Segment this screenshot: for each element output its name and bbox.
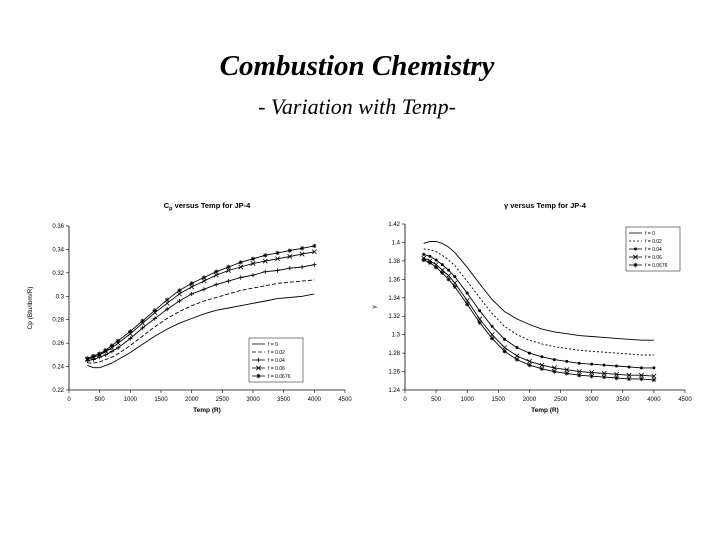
x-tick-label: 1500 [491,397,506,403]
data-point [652,378,656,382]
data-point [251,273,255,277]
legend-marker [634,248,637,251]
x-tick-label: 3500 [276,397,291,403]
x-tick-label: 1000 [123,397,138,403]
x-tick-label: 4500 [678,397,692,403]
x-tick-label: 1500 [154,397,168,403]
x-tick-label: 4000 [307,397,322,403]
slide-subtitle: - Variation with Temp- [258,94,456,119]
y-tick-label: 1.38 [388,258,400,265]
legend-label: f = 0.0676 [645,263,668,269]
data-point [614,376,618,380]
data-point [91,354,95,358]
data-point [446,277,450,281]
y-tick-label: 0.28 [52,317,64,324]
x-tick-label: 4500 [338,397,352,403]
data-point [602,375,606,379]
data-point [177,288,181,292]
data-point [540,355,543,358]
legend-label: f = 0 [268,342,278,348]
data-point [214,282,218,286]
y-axis-label: Cp (Btu/lbm/R) [27,286,34,330]
y-tick-label: 0.3 [55,294,64,301]
series-line [424,254,654,368]
y-tick-label: 1.24 [388,388,400,394]
gamma-chart [362,188,712,428]
data-point [440,271,444,275]
x-axis-label: Temp (R) [531,407,559,414]
y-tick-label: 1.26 [388,369,400,376]
data-point [589,374,593,378]
data-point [116,339,120,343]
data-point [165,298,169,302]
data-point [540,367,544,371]
y-tick-label: 1.3 [391,332,400,339]
data-point [239,260,243,264]
slide-title: Combustion Chemistry [219,50,495,82]
data-point [214,269,218,273]
data-point [288,248,292,252]
data-point [97,351,101,355]
x-tick-label: 4000 [647,397,661,403]
data-point [502,349,506,353]
x-tick-label: 1000 [460,397,474,403]
data-point [515,357,519,361]
data-point [627,377,631,381]
data-point [628,365,631,368]
y-tick-label: 0.36 [52,224,64,230]
series-4 [421,256,656,378]
y-tick-label: 1.42 [388,222,400,228]
data-point [421,258,425,262]
legend-marker [633,263,637,267]
chart-title: $C_p$ versus Temp for JP-4 [163,201,251,212]
y-tick-label: 1.32 [388,314,400,321]
data-point [639,377,643,381]
legend-label: f = 0.06 [268,366,285,372]
data-point [226,265,230,269]
y-tick-label: 0.34 [52,247,64,254]
legend-label: f = 0 [645,231,655,237]
data-point [478,309,481,312]
data-point [202,275,206,279]
data-point [300,265,304,269]
data-point [153,308,157,312]
data-point [453,275,456,278]
data-point [251,257,255,261]
data-point [491,325,494,328]
data-point [85,356,89,360]
chart-title: γ versus Temp for JP-4 [504,201,586,210]
data-point [447,269,450,272]
data-point [603,364,606,367]
data-point [528,352,531,355]
data-point [435,258,438,261]
data-point [189,292,193,296]
data-point [110,343,114,347]
series-5 [421,258,656,382]
data-point [312,244,316,248]
legend-label: f = 0.0676 [268,374,291,380]
x-tick-label: 0 [67,397,71,403]
data-point [428,261,432,265]
data-point [422,253,425,256]
x-tick-label: 500 [431,397,442,403]
x-axis-label: Temp (R) [193,407,221,414]
y-tick-label: 0.26 [52,341,64,348]
data-point [552,369,556,373]
data-point [490,336,494,340]
data-point [226,279,230,283]
legend [626,227,680,271]
data-point [300,246,304,250]
data-point [615,365,618,368]
data-point [465,302,469,306]
data-point [590,363,593,366]
x-tick-label: 3000 [246,397,260,403]
legend-label: f = 0.06 [645,255,662,261]
x-tick-label: 3500 [616,397,630,403]
data-point [441,263,444,266]
x-tick-label: 2000 [522,397,537,403]
data-point [263,253,267,257]
data-point [128,329,132,333]
data-point [239,275,243,279]
legend-label: f = 0.02 [268,350,285,356]
series-line [424,249,654,355]
data-point [477,320,481,324]
data-point [565,360,568,363]
legend-label: f = 0.02 [645,239,662,245]
x-tick-label: 2500 [553,397,568,403]
y-tick-label: 1.28 [388,351,400,358]
data-point [516,346,519,349]
data-point [577,373,581,377]
y-tick-label: 1.4 [391,240,400,247]
y-axis-label: γ [371,305,378,309]
y-tick-label: 0.22 [52,388,64,394]
data-point [503,338,506,341]
data-point [275,251,279,255]
data-point [140,319,144,323]
data-point [466,292,469,295]
x-tick-label: 2000 [184,397,199,403]
data-point [202,287,206,291]
data-point [640,366,643,369]
data-point [578,362,581,365]
x-tick-label: 0 [403,397,407,403]
data-point [288,266,292,270]
x-tick-label: 2500 [215,397,230,403]
data-point [565,371,569,375]
y-tick-label: 1.36 [388,277,400,284]
x-tick-label: 500 [94,397,105,403]
cp-chart [20,188,370,428]
data-point [434,265,438,269]
data-point [104,348,108,352]
y-tick-label: 0.24 [52,364,64,371]
data-point [312,262,316,266]
data-point [189,281,193,285]
y-tick-label: 0.32 [52,270,64,277]
series-3 [422,253,655,369]
legend-marker [256,374,260,378]
x-tick-label: 3000 [584,397,599,403]
y-tick-label: 1.34 [388,295,400,302]
data-point [275,268,279,272]
data-point [553,358,556,361]
series-line [424,258,654,376]
series-2 [424,249,654,355]
data-point [652,366,655,369]
data-point [263,269,267,273]
series-line [424,260,654,380]
data-point [453,285,457,289]
legend-label: f = 0.04 [268,358,285,364]
legend [249,338,303,382]
legend-label: f = 0.04 [645,247,662,253]
data-point [527,363,531,367]
data-point [428,255,431,258]
